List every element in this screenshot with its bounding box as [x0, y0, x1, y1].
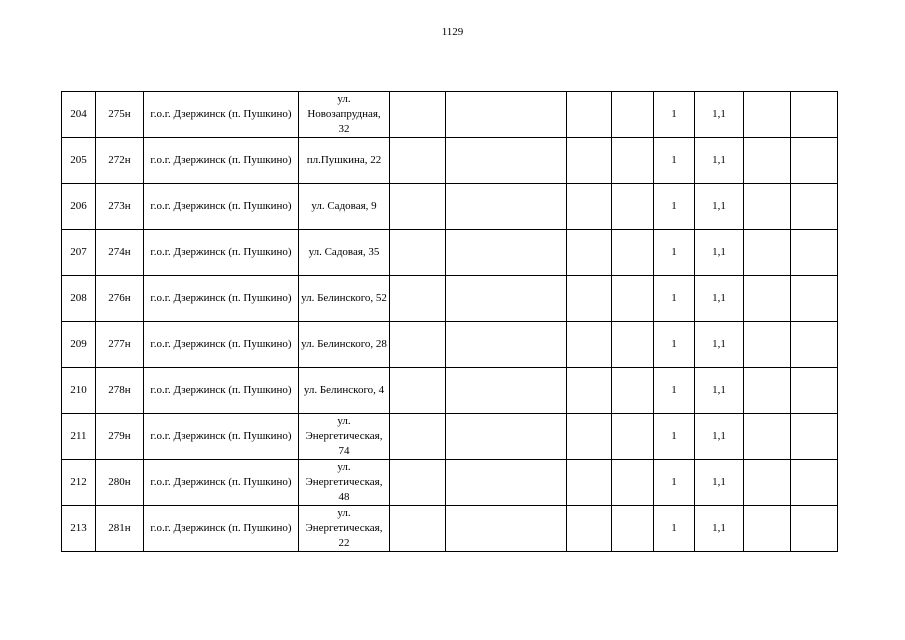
empty-cell [446, 460, 567, 506]
count-cell: 1 [654, 460, 695, 506]
empty-cell [446, 276, 567, 322]
table-row [62, 276, 838, 322]
address-cell: ул. Белинского, 4 [299, 368, 390, 414]
empty-cell [567, 322, 612, 368]
object-code: 274н [96, 230, 144, 276]
empty-cell [744, 92, 791, 138]
locality-cell: г.о.г. Дзержинск (п. Пушкино) [144, 506, 299, 552]
empty-cell [744, 184, 791, 230]
row-number: 205 [62, 138, 96, 184]
page-number: 1129 [441, 26, 464, 38]
empty-cell [791, 92, 838, 138]
empty-cell [612, 414, 654, 460]
empty-cell [744, 230, 791, 276]
object-code: 279н [96, 414, 144, 460]
empty-cell [446, 506, 567, 552]
locality-cell: г.о.г. Дзержинск (п. Пушкино) [144, 184, 299, 230]
value-cell: 1,1 [695, 184, 744, 230]
empty-cell [612, 322, 654, 368]
empty-cell [390, 230, 446, 276]
empty-cell [446, 138, 567, 184]
value-cell: 1,1 [695, 138, 744, 184]
empty-cell [744, 506, 791, 552]
empty-cell [390, 276, 446, 322]
empty-cell [446, 368, 567, 414]
address-cell: ул. Энергетическая, 74 [299, 414, 390, 460]
count-cell: 1 [654, 184, 695, 230]
value-cell: 1,1 [695, 322, 744, 368]
empty-cell [390, 184, 446, 230]
row-number: 204 [62, 92, 96, 138]
empty-cell [791, 230, 838, 276]
address-cell: ул. Садовая, 35 [299, 230, 390, 276]
empty-cell [446, 414, 567, 460]
empty-cell [744, 276, 791, 322]
row-number: 206 [62, 184, 96, 230]
count-cell: 1 [654, 92, 695, 138]
empty-cell [744, 322, 791, 368]
table-row [62, 92, 838, 138]
object-code: 273н [96, 184, 144, 230]
row-number: 207 [62, 230, 96, 276]
row-number: 210 [62, 368, 96, 414]
locality-cell: г.о.г. Дзержинск (п. Пушкино) [144, 138, 299, 184]
empty-cell [791, 368, 838, 414]
object-code: 280н [96, 460, 144, 506]
empty-cell [612, 184, 654, 230]
empty-cell [567, 506, 612, 552]
value-cell: 1,1 [695, 92, 744, 138]
locality-cell: г.о.г. Дзержинск (п. Пушкино) [144, 92, 299, 138]
object-code: 277н [96, 322, 144, 368]
row-number: 213 [62, 506, 96, 552]
empty-cell [791, 322, 838, 368]
empty-cell [390, 368, 446, 414]
empty-cell [791, 184, 838, 230]
empty-cell [390, 414, 446, 460]
empty-cell [612, 230, 654, 276]
count-cell: 1 [654, 230, 695, 276]
empty-cell [446, 92, 567, 138]
table-row [62, 368, 838, 414]
empty-cell [612, 460, 654, 506]
empty-cell [390, 506, 446, 552]
empty-cell [390, 138, 446, 184]
value-cell: 1,1 [695, 368, 744, 414]
object-code: 276н [96, 276, 144, 322]
empty-cell [791, 138, 838, 184]
table-row [62, 138, 838, 184]
empty-cell [446, 184, 567, 230]
count-cell: 1 [654, 276, 695, 322]
value-cell: 1,1 [695, 414, 744, 460]
table-row [62, 506, 838, 552]
empty-cell [791, 460, 838, 506]
address-cell: ул. Энергетическая, 22 [299, 506, 390, 552]
table-row [62, 322, 838, 368]
empty-cell [446, 230, 567, 276]
address-cell: ул. Новозапрудная, 32 [299, 92, 390, 138]
locality-cell: г.о.г. Дзержинск (п. Пушкино) [144, 276, 299, 322]
empty-cell [791, 276, 838, 322]
locality-cell: г.о.г. Дзержинск (п. Пушкино) [144, 322, 299, 368]
empty-cell [612, 92, 654, 138]
empty-cell [567, 138, 612, 184]
empty-cell [567, 460, 612, 506]
empty-cell [612, 138, 654, 184]
empty-cell [791, 506, 838, 552]
row-number: 212 [62, 460, 96, 506]
row-number: 211 [62, 414, 96, 460]
address-cell: ул. Садовая, 9 [299, 184, 390, 230]
value-cell: 1,1 [695, 230, 744, 276]
object-code: 281н [96, 506, 144, 552]
empty-cell [390, 92, 446, 138]
count-cell: 1 [654, 322, 695, 368]
value-cell: 1,1 [695, 506, 744, 552]
empty-cell [612, 276, 654, 322]
address-cell: пл.Пушкина, 22 [299, 138, 390, 184]
empty-cell [744, 138, 791, 184]
empty-cell [567, 230, 612, 276]
value-cell: 1,1 [695, 460, 744, 506]
object-code: 278н [96, 368, 144, 414]
address-cell: ул. Белинского, 52 [299, 276, 390, 322]
row-number: 208 [62, 276, 96, 322]
count-cell: 1 [654, 368, 695, 414]
empty-cell [744, 368, 791, 414]
count-cell: 1 [654, 414, 695, 460]
count-cell: 1 [654, 138, 695, 184]
value-cell: 1,1 [695, 276, 744, 322]
empty-cell [567, 368, 612, 414]
locality-cell: г.о.г. Дзержинск (п. Пушкино) [144, 414, 299, 460]
row-number: 209 [62, 322, 96, 368]
empty-cell [791, 414, 838, 460]
empty-cell [446, 322, 567, 368]
empty-cell [744, 460, 791, 506]
empty-cell [390, 322, 446, 368]
locality-cell: г.о.г. Дзержинск (п. Пушкино) [144, 368, 299, 414]
locality-cell: г.о.г. Дзержинск (п. Пушкино) [144, 460, 299, 506]
empty-cell [567, 276, 612, 322]
empty-cell [612, 368, 654, 414]
empty-cell [567, 414, 612, 460]
count-cell: 1 [654, 506, 695, 552]
object-code: 275н [96, 92, 144, 138]
table-row [62, 184, 838, 230]
table-row [62, 414, 838, 460]
address-cell: ул. Энергетическая, 48 [299, 460, 390, 506]
empty-cell [567, 184, 612, 230]
address-cell: ул. Белинского, 28 [299, 322, 390, 368]
table-row [62, 460, 838, 506]
object-code: 272н [96, 138, 144, 184]
table-row [62, 230, 838, 276]
empty-cell [744, 414, 791, 460]
locality-cell: г.о.г. Дзержинск (п. Пушкино) [144, 230, 299, 276]
registry-table [61, 91, 838, 552]
empty-cell [390, 460, 446, 506]
empty-cell [567, 92, 612, 138]
empty-cell [612, 506, 654, 552]
